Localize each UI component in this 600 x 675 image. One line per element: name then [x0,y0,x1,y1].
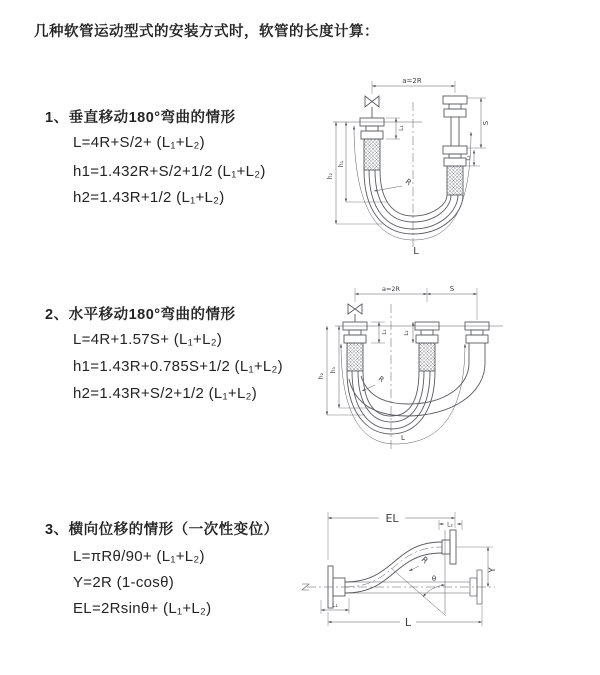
d1-dim-l2 [466,150,480,166]
section-3-heading: 3、横向位移的情形（一次性变位） [45,522,279,538]
dim-label-l1: L₁ [382,329,388,335]
section-3-formula-L: L=πRθ/90+ (L₁+L₂) [73,548,205,565]
d3-moved-flange [442,530,456,564]
valve-icon [348,304,362,322]
dim-label-s: S [449,285,455,293]
d3-dim-l2 [439,520,462,530]
section-2-formula-L: L=4R+1.57S+ (L₁+L₂) [73,331,223,348]
d2-moved-fitting [465,322,489,343]
valve-icon [365,96,379,118]
dim-label-h2: h₂ [318,372,325,380]
diagram-horizontal-180-bend [305,278,600,463]
section-2-heading: 2、水平移动180°弯曲的情形 [45,307,236,323]
d1-dim-a2r [372,77,455,94]
d2-dim-l2 [404,322,413,343]
d3-angle-construction [391,530,446,616]
dim-label-l2: L₂ [404,330,410,336]
section-1-formula-L: L=4R+S/2+ (L₁+L₂) [73,134,205,151]
dim-label-theta: θ [431,575,437,583]
page-title: 几种软管运动型式的安装方式时，软管的长度计算： [34,24,379,40]
section-1-heading: 1、垂直移动180°弯曲的情形 [45,110,236,126]
dim-label-y: Y [488,567,498,573]
dim-label-l1: L₁ [398,125,405,131]
d3-dim-l [328,605,482,629]
d1-right-fitting [443,96,467,195]
section-3-formula-Y: Y=2R (1-cosθ) [73,574,175,591]
d1-left-fitting [360,118,384,170]
d1-radius-callout [374,177,413,191]
dim-label-l: L [413,246,419,257]
dim-label-r: R [419,554,430,566]
section-3-formula-EL: EL=2Rsinθ+ (L₁+L₂) [73,600,212,617]
dim-label-r: R [376,374,386,385]
dim-label-l2: L₂ [466,155,472,161]
d2-middle-fitting [415,322,439,371]
diagram-lateral-displacement [295,500,600,645]
dim-label-l: L [401,434,405,442]
dim-label-h1: h₁ [330,366,337,374]
dim-label-h2: h₂ [327,172,334,180]
section-1-formula-h2: h2=1.43R+1/2 (L₁+L₂) [73,189,225,206]
dim-label-h1: h₁ [338,160,345,168]
dim-label-el: EL [385,512,399,525]
dim-label-a-2r: a=2R [381,285,401,293]
d3-radius-callout [409,555,430,571]
d2-dim-a2r-s [355,285,477,320]
dim-label-l: L [404,616,412,629]
dim-label-l1: L₁ [332,602,338,609]
dim-label-r: R [403,176,414,188]
d3-dim-l1 [321,598,349,614]
dim-label-a-2r: a=2R [402,77,422,85]
d2-left-fitting [343,322,367,371]
d2-radius-callout [362,375,386,391]
dim-label-s: S [482,120,490,126]
section-2-formula-h1: h1=1.43R+0.785S+1/2 (L₁+L₂) [73,358,283,375]
diagram-vertical-180-bend [310,72,600,262]
section-1-formula-h1: h1=1.432R+S/2+1/2 (L₁+L₂) [73,163,266,180]
d1-dim-s [467,98,490,148]
d1-dim-l1 [386,118,405,139]
d1-dim-h2 [327,122,382,224]
dim-label-l2: L₂ [447,521,453,529]
d2-dim-l1 [371,322,388,343]
d3-hose-s-curve [345,542,442,593]
section-2-formula-h2: h2=1.43R+S/2+1/2 (L₁+L₂) [73,385,258,402]
